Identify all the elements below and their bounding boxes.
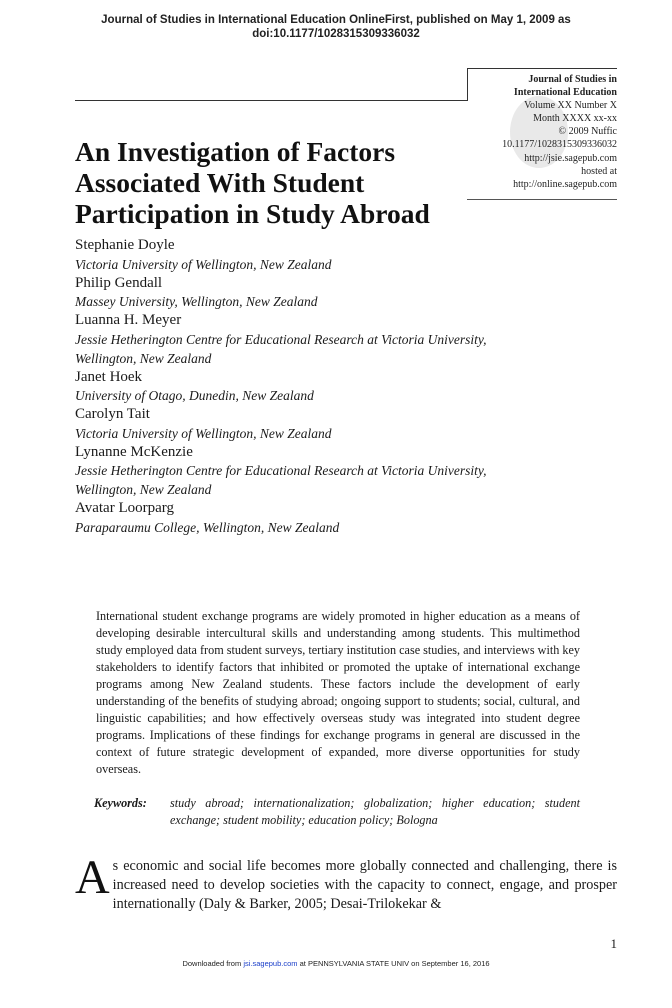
title-line-1: An Investigation of Factors xyxy=(75,136,396,167)
author-name: Philip Gendall xyxy=(75,274,163,291)
author-block xyxy=(75,274,615,312)
masthead-bottom-rule xyxy=(467,199,617,200)
author-name: Carolyn Tait xyxy=(75,406,150,422)
keywords-label: Keywords: xyxy=(94,796,147,810)
abstract: International student exchange programs are widely promoted in higher education as a means of developing desirable intercultural skills and understanding among students. This multimethod study employed data from student surveys, tertiary institution case studies, and interviews with key stakeholders to identify factors that inhibited or promoted the uptake of international exchange programs among New Zealand students. These factors include the development of early understanding of the benefits of studying abroad; ongoing support to students; social, cultural, and linguistic capabilities; and how effectively overseas study was integrated into student degree programs. Implications of these findings for exchange programs in general are discussed in the context of future strategic development of expanded, more diverse opportunities for study overseas. xyxy=(96,609,580,776)
footer-prefix: Downloaded from xyxy=(182,959,244,968)
drop-cap: A xyxy=(75,851,110,904)
journal-masthead xyxy=(457,73,617,191)
footer-suffix: at PENNSYLVANIA STATE UNIV on September 16, 2016 xyxy=(297,959,490,968)
author-block xyxy=(75,405,615,443)
masthead-top-rule xyxy=(467,68,617,69)
banner-line-1: Journal of Studies in International Education OnlineFirst, published on May 1, 2009 as xyxy=(101,14,571,26)
hosted-at: hosted at xyxy=(581,165,617,177)
author-affiliation: Wellington, New Zealand xyxy=(75,350,212,366)
author-block xyxy=(75,236,615,274)
copyright: © 2009 Nuffic xyxy=(558,126,617,138)
author-affiliation: Victoria University of Wellington, New Zealand xyxy=(75,425,332,441)
article-title xyxy=(75,136,475,229)
author-list xyxy=(75,236,615,537)
banner-doi: doi:10.1177/1028315309336032 xyxy=(252,28,420,40)
title-line-2: Associated With Student xyxy=(75,167,365,198)
volume-info: Volume XX Number X xyxy=(524,100,617,112)
journal-url[interactable]: http://jsie.sagepub.com xyxy=(524,152,617,164)
header-rule xyxy=(75,100,467,101)
month-info: Month XXXX xx-xx xyxy=(533,113,617,125)
author-name: Lynanne McKenzie xyxy=(75,443,193,460)
hosted-url[interactable]: http://online.sagepub.com xyxy=(513,178,617,190)
body-paragraph-text: s economic and social life becomes more globally connected and challenging, there is increased need to develop societies with the capacity to connect, engage, and prosper internationally (Daly & Barker, 2005; Desai-Trilokekar & xyxy=(112,858,617,912)
author-block xyxy=(75,368,615,406)
journal-name-line-1: Journal of Studies in xyxy=(528,74,617,85)
keywords-text: study abroad; internationalization; globalization; higher education; student exchange; student mobility; education policy; Bologna xyxy=(170,796,580,827)
footer-link[interactable]: jsi.sagepub.com xyxy=(243,959,298,968)
body-paragraph xyxy=(75,851,617,914)
author-affiliation: Victoria University of Wellington, New Zealand xyxy=(75,256,332,272)
author-affiliation: Wellington, New Zealand xyxy=(75,482,212,497)
title-line-3: Participation in Study Abroad xyxy=(75,198,430,229)
download-footer xyxy=(0,959,672,968)
author-affiliation: Paraparaumu College, Wellington, New Zealand xyxy=(75,519,340,535)
online-first-banner xyxy=(0,13,672,41)
journal-name-line-2: International Education xyxy=(513,87,617,99)
author-name: Avatar Loorparg xyxy=(75,500,174,516)
author-affiliation: Jessie Hetherington Centre for Educational Research at Victoria University, xyxy=(75,463,487,478)
keywords xyxy=(94,795,580,829)
doi: 10.1177/1028315309336032 xyxy=(502,139,617,151)
author-block xyxy=(75,443,615,500)
author-name: Stephanie Doyle xyxy=(75,237,175,253)
author-name: Janet Hoek xyxy=(75,368,143,385)
author-affiliation: Jessie Hetherington Centre for Educational Research at Victoria University, xyxy=(75,331,487,347)
author-block xyxy=(75,311,615,368)
page-number: 1 xyxy=(610,936,617,951)
author-name: Luanna H. Meyer xyxy=(75,312,182,328)
author-block xyxy=(75,499,615,537)
author-affiliation: University of Otago, Dunedin, New Zealand xyxy=(75,388,314,403)
author-affiliation: Massey University, Wellington, New Zealand xyxy=(75,294,318,309)
